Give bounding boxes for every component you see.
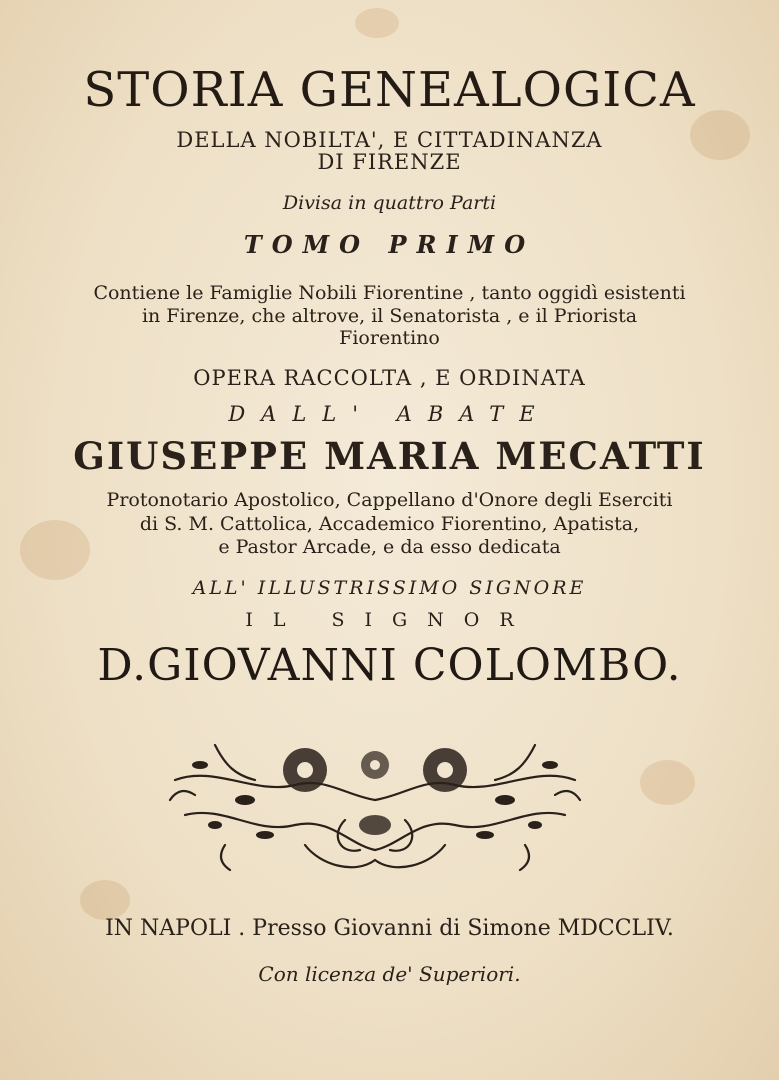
author-titles-line-3: e Pastor Arcade, e da esso dedicata — [218, 536, 561, 558]
contents-line-2: in Firenze, che altrove, il Senatorista , e il Priorista — [141, 305, 638, 327]
dall-abate-line: DALL' ABATE — [228, 402, 551, 426]
floral-ornament — [155, 725, 595, 885]
page-title: STORIA GENEALOGICA — [83, 62, 696, 118]
subtitle-line-1: DELLA NOBILTA', E CITTADINANZA — [176, 128, 603, 152]
author-titles-line-2: di S. M. Cattolica, Accademico Fiorentino, Apatista, — [139, 513, 640, 535]
volume-label: TOMO PRIMO — [243, 230, 536, 259]
licenza-line: Con licenza de' Superiori. — [258, 962, 521, 986]
imprint-line: IN NAPOLI . Presso Giovanni di Simone MDCCLIV. — [105, 916, 674, 941]
il-signor-line: IL SIGNOR — [245, 609, 534, 631]
author-name: GIUSEPPE MARIA MECATTI — [73, 434, 706, 478]
contents-line-1: Contiene le Famiglie Nobili Fiorentine , tanto oggidì esistenti — [93, 282, 686, 304]
foxing-stain — [640, 760, 695, 805]
dedicatee-name: D.GIOVANNI COLOMBO. — [97, 640, 682, 691]
foxing-stain — [80, 880, 130, 920]
subtitle-line-2: DI FIRENZE — [317, 150, 462, 174]
divisa-line: Divisa in quattro Parti — [282, 192, 497, 214]
foxing-stain — [355, 8, 399, 38]
dedication-line: ALL' ILLUSTRISSIMO SIGNORE — [192, 577, 587, 599]
author-titles-line-1: Protonotario Apostolico, Cappellano d'Onore degli Eserciti — [106, 489, 673, 511]
contents-line-3: Fiorentino — [339, 327, 440, 349]
opera-line: OPERA RACCOLTA , E ORDINATA — [193, 366, 586, 390]
